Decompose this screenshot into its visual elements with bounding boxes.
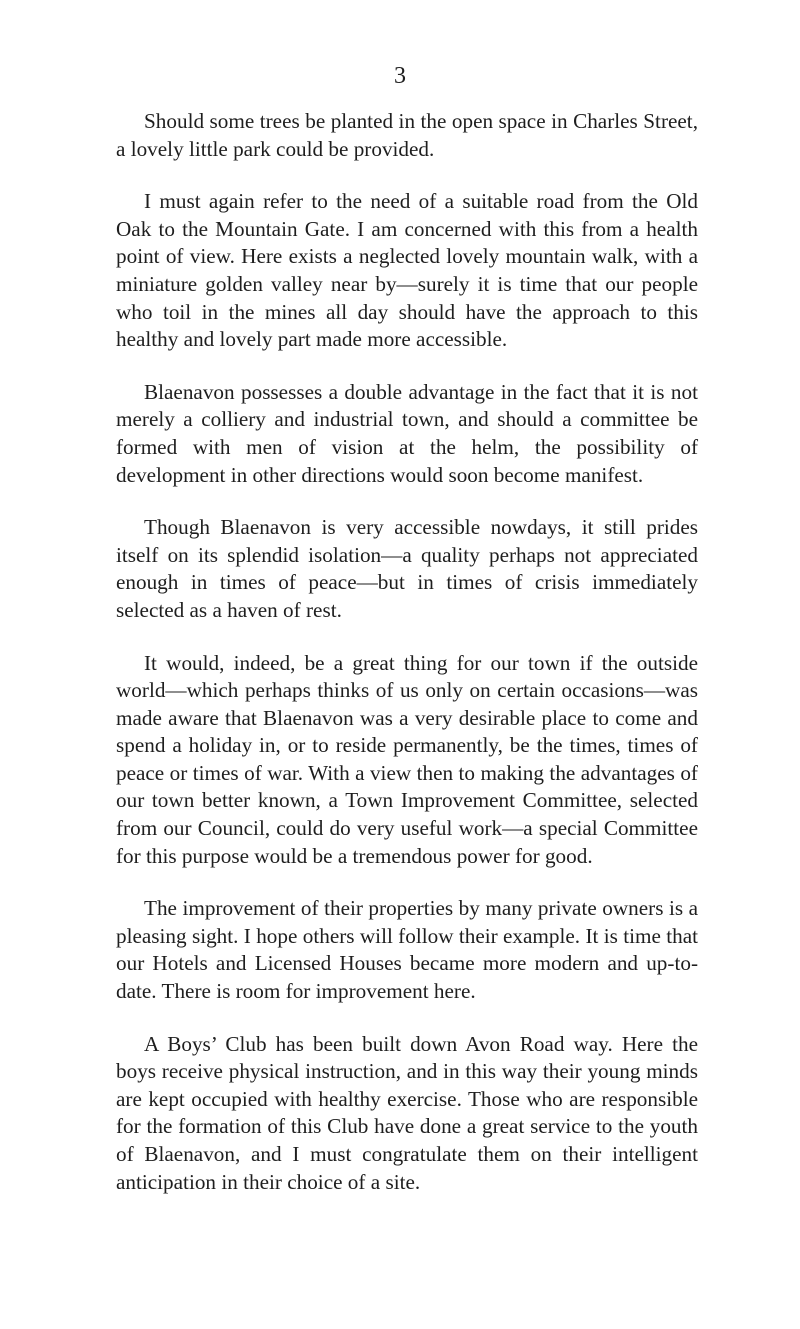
paragraph-boys-club: A Boys’ Club has been built down Avon Road way. Here the boys receive physical instruction, and in this way their young minds are kept occupied with healthy exercise. Those who are responsible for the formation of this Club have done a great service to the youth of Blaenavon, and I must congratulate them on their intelligent anticipation in their choice of a site. bbox=[116, 1031, 698, 1194]
paragraph-property-improvement: The improvement of their properties by many private owners is a pleasing sight. I hope others will follow their example. It is time that our Hotels and Licensed Houses became more modern and up-to-date. There is room for improvement here. bbox=[116, 896, 698, 1004]
paragraph-double-advantage: Blaenavon possesses a double advantage in the fact that it is not merely a colliery and industrial town, and should a committee be formed with men of vision at the helm, the possibility of development in other directions would soon become manifest. bbox=[116, 379, 698, 487]
paragraph-mountain-road: I must again refer to the need of a suitable road from the Old Oak to the Mountain Gate. I am concerned with this from a health point of view. Here exists a neglected lovely mountain walk, with a miniature golden valley near by—surely it is time that our people who toil in the mines all day should have the approach to this healthy and lovely part made more accessible. bbox=[116, 189, 698, 352]
paragraph-splendid-isolation: Though Blaenavon is very accessible nowdays, it still prides itself on its splendid isolation—a quality perhaps not appreciated enough in times of peace—but in times of crisis immediately selected as a haven of rest. bbox=[116, 515, 698, 622]
body-text bbox=[116, 108, 698, 1196]
page-number: 3 bbox=[394, 63, 406, 89]
paragraph-town-improvement-committee: It would, indeed, be a great thing for our town if the outside world—which perhaps thinks of us only on certain occasions—was made aware that Blaenavon was a very desirable place to come and spend a holiday in, or to reside permanently, be the times, times of peace or times of war. With a view then to making the advantages of our town better known, a Town Improvement Committee, selected from our Council, could do very useful work—a special Committee for this purpose would be a tremendous power for good. bbox=[116, 650, 698, 868]
paragraph-charles-street-park: Should some trees be planted in the open space in Charles Street, a lovely little park could be provided. bbox=[116, 109, 698, 161]
